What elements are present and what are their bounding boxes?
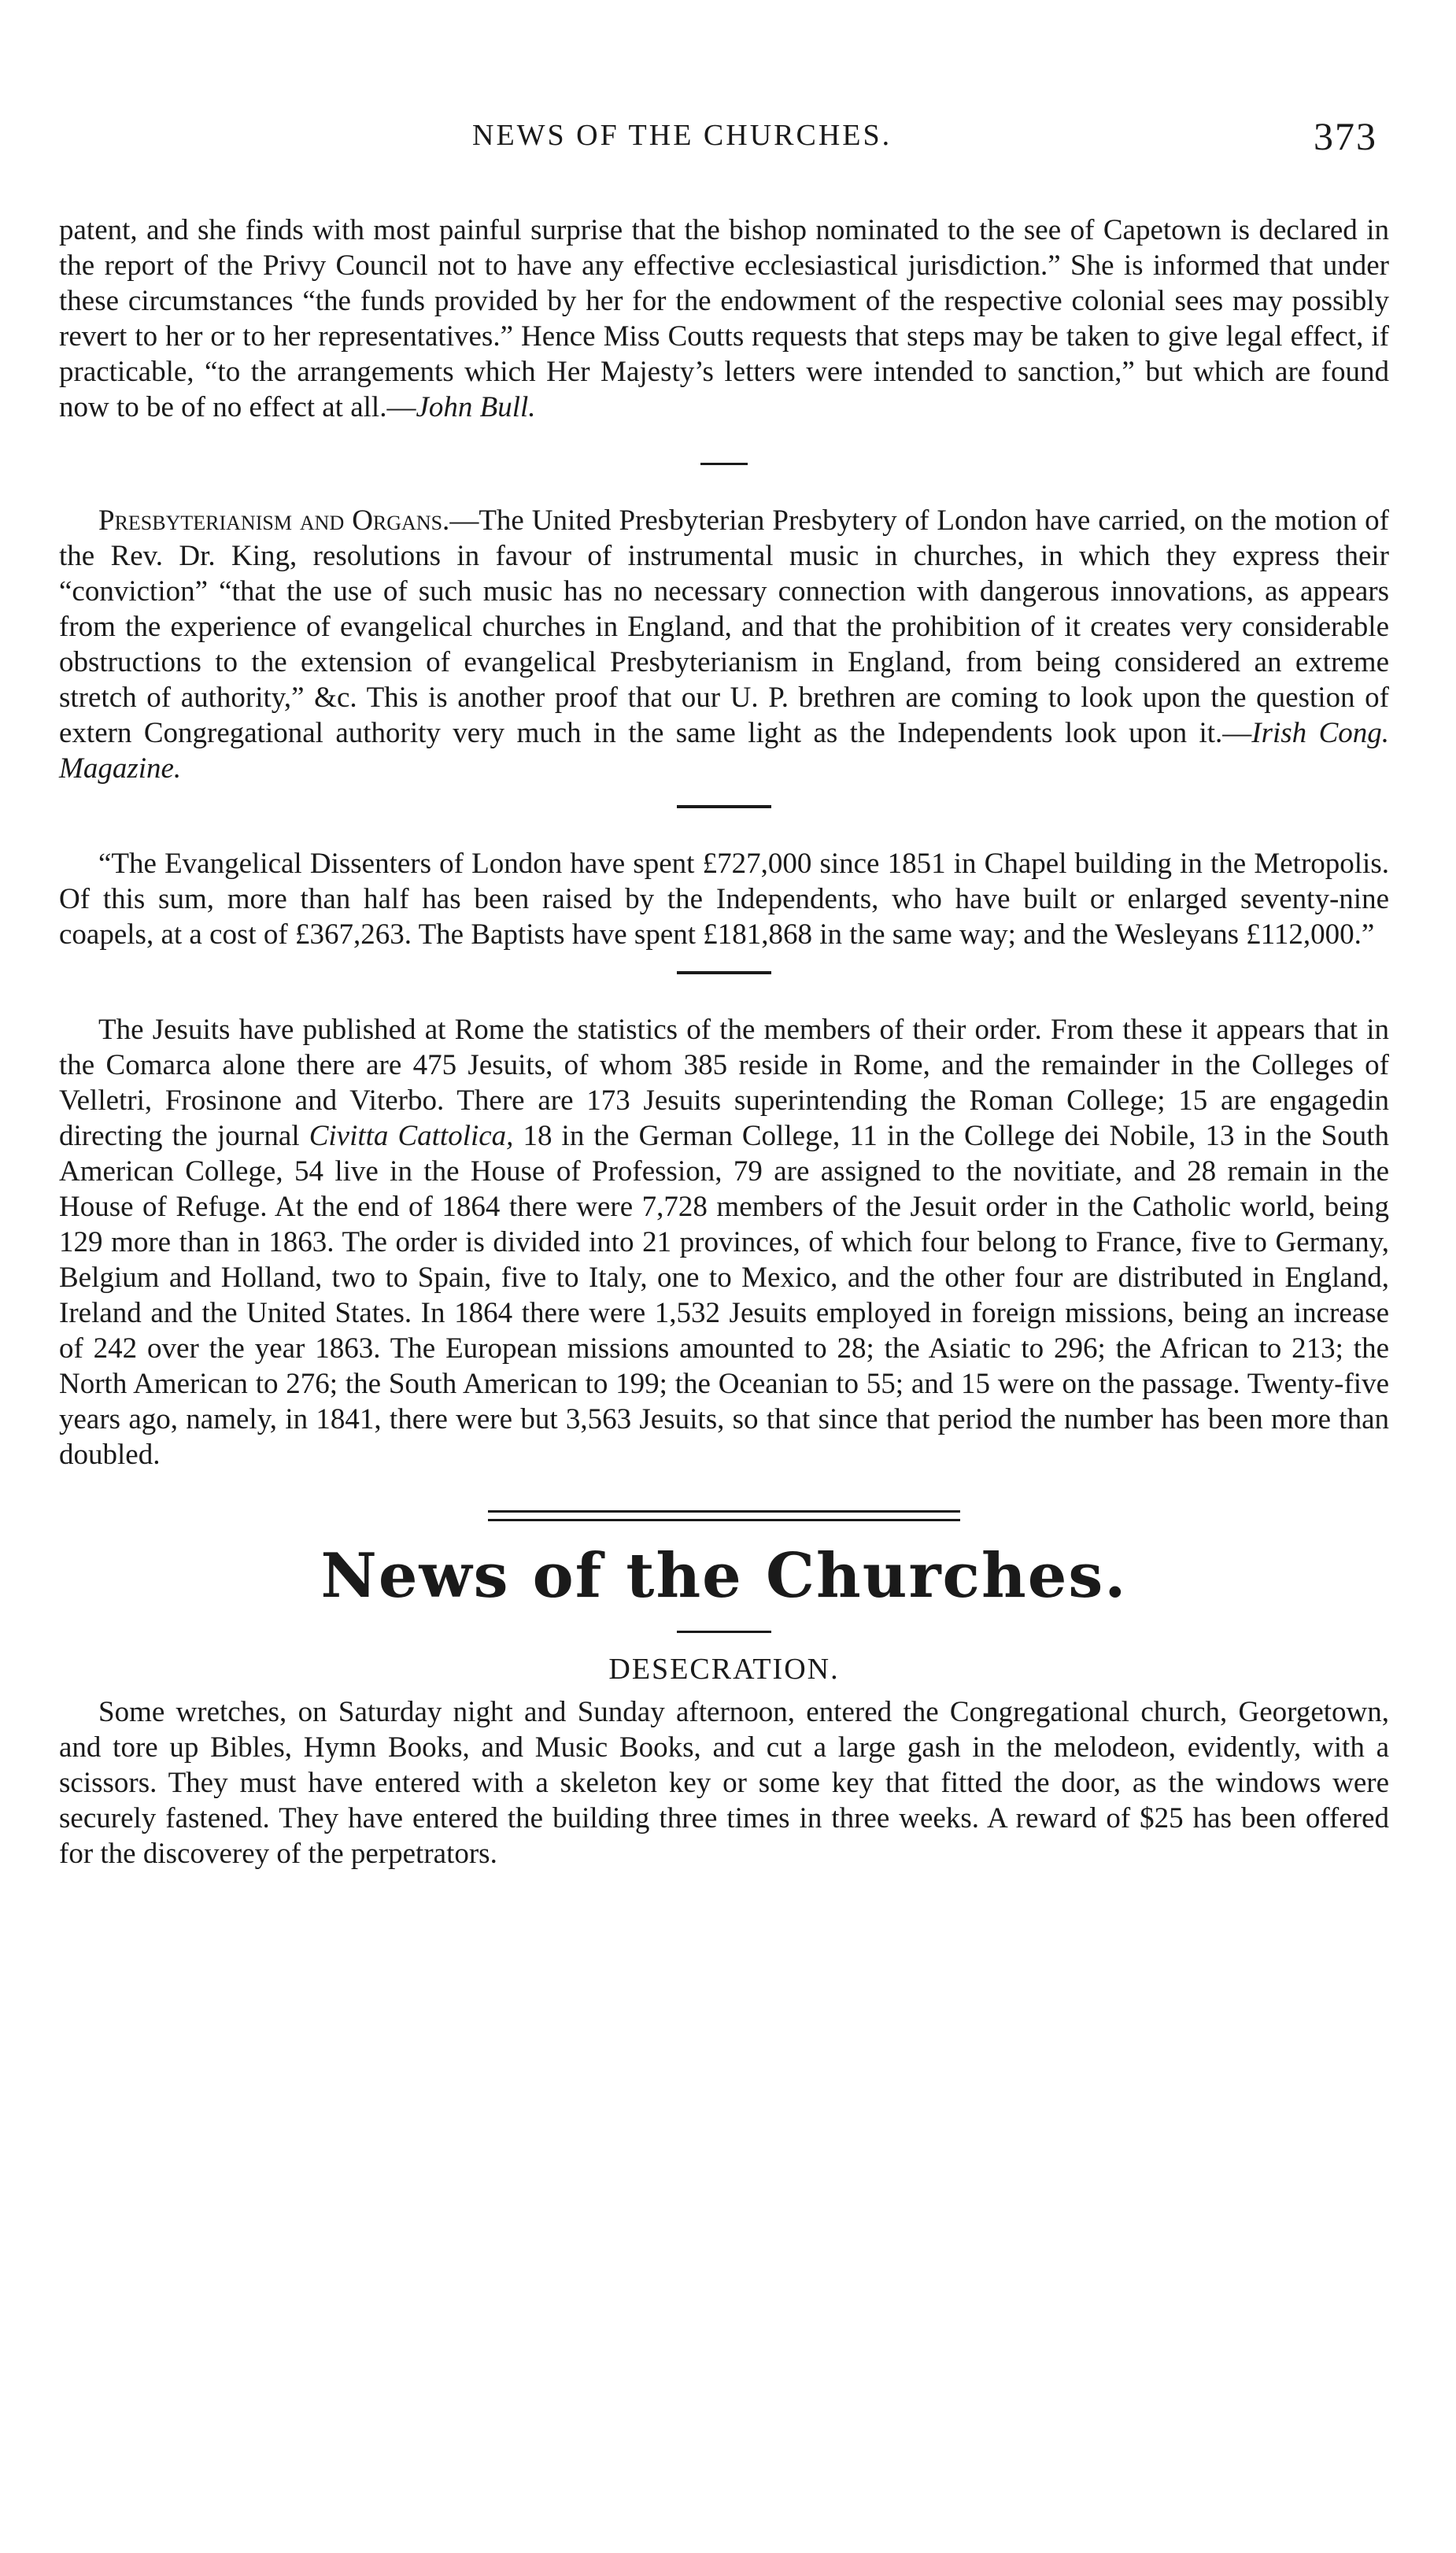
section-title: News of the Churches. (320, 1540, 1128, 1612)
section-double-rule (488, 1510, 960, 1521)
article-source: Irish Cong. Magazine. (59, 717, 1389, 785)
article-text: Some wretches, on Saturday night and Sunday afternoon, entered the Congregational church, Georgetown, and tore up Bibles, Hymn Books, and Music Books, and cut a large gash in the melodeon, evidently, with a scissors. They must have entered with a skeleton key or some key that fitted the door, as the windows were securely fastened. They have entered the building three times in three weeks. A reward of $25 has been offered for the discoverey of the perpetrators. (59, 1696, 1389, 1870)
article-text: 18 in the German College, 11 in the College dei Nobile, 13 in the South American College, 54 live in the House of Profession, 79 are assigned to the novitiate, and 28 remain in the House of Refuge. At the end of 1864 there were 7,728 members of the Jesuit order in the Catholic world, being 129 more than in 1863. The order is divided into 21 provinces, of which four belong to France, five to Germany, Belgium and Holland, two to Spain, five to Italy, one to Mexico, and the other four are distributed in England, Ireland and the United States. In 1864 there were 1,532 Jesuits employed in foreign missions, being an increase of 242 over the year 1863. The European missions amounted to 28; the Asiatic to 296; the African to 213; the North American to 276; the South American to 199; the Oceanian to 55; and 15 were on the passage. Twenty-five years ago, namely, in 1841, there were but 3,563 Jesuits, so that since that period the number has been more than doubled. (59, 1120, 1389, 1471)
article-jesuits (59, 1012, 1389, 1472)
article-text: The Jesuits have published at Rome the statistics of the members of their order. From these it appears that in the Comarca alone there are 475 Jesuits, of whom 385 reside in Rome, and the remainder in the Colleges of Velletri, Frosinone and Viterbo. There are 173 Jesuits superintending the Roman College; 15 are engagedin directing the journal (59, 1014, 1389, 1152)
body-column (59, 212, 1389, 1871)
page-number: 373 (1314, 114, 1377, 158)
section-subhead: DESECRATION. (608, 1653, 840, 1686)
article-presbyterianism (59, 503, 1389, 786)
article-source: John Bull. (416, 391, 536, 423)
article-dissenters (59, 846, 1389, 952)
running-head: NEWS OF THE CHURCHES. (472, 119, 892, 152)
article-text: “The Evangelical Dissenters of London have spent £727,000 since 1851 in Chapel building in the Metropolis. Of this sum, more than half has been raised by the Independents, who have built or enlarged seventy-nine coapels, at a cost of £367,263. The Baptists have spent £181,868 in the same way; and the Wesleyans £112,000.” (59, 848, 1389, 951)
article-coutts (59, 212, 1389, 425)
page-header (0, 114, 1456, 165)
article-text: —The United Presbyterian Presbytery of London have carried, on the motion of the Rev. Dr. King, resolutions in favour of instrumental music in churches, in which they express their “conviction” “that the use of such music has no necessary connection with dangerous innovations, as appears from the experience of evangelical churches in England, and that the prohibition of it creates very considerable obstructions to the extension of evangelical Presbyterianism in England, from being considered an extreme stretch of authority,” &c. This is another proof that our U. P. brethren are coming to look upon the question of extern Congregational authority very much in the same light as the Independents look upon it.— (59, 504, 1389, 749)
article-text: patent, and she finds with most painful surprise that the bishop nominated to the see of Capetown is declared in the report of the Privy Council not to have any effective ecclesiastical jurisdiction.” She is informed that under these circumstances “the funds provided by her for the endowment of the respective colonial sees may possibly revert to her or to her representatives.” Hence Miss Coutts requests that steps may be taken to give legal effect, if practicable, “to the arrangements which Her Majesty’s letters were intended to sanction,” but which are found now to be of no effect at all.— (59, 214, 1389, 423)
article-italic: Civitta Cattolica, (309, 1120, 514, 1152)
article-desecration (59, 1694, 1389, 1871)
article-lead: Presbyterianism and Organs. (98, 504, 450, 537)
